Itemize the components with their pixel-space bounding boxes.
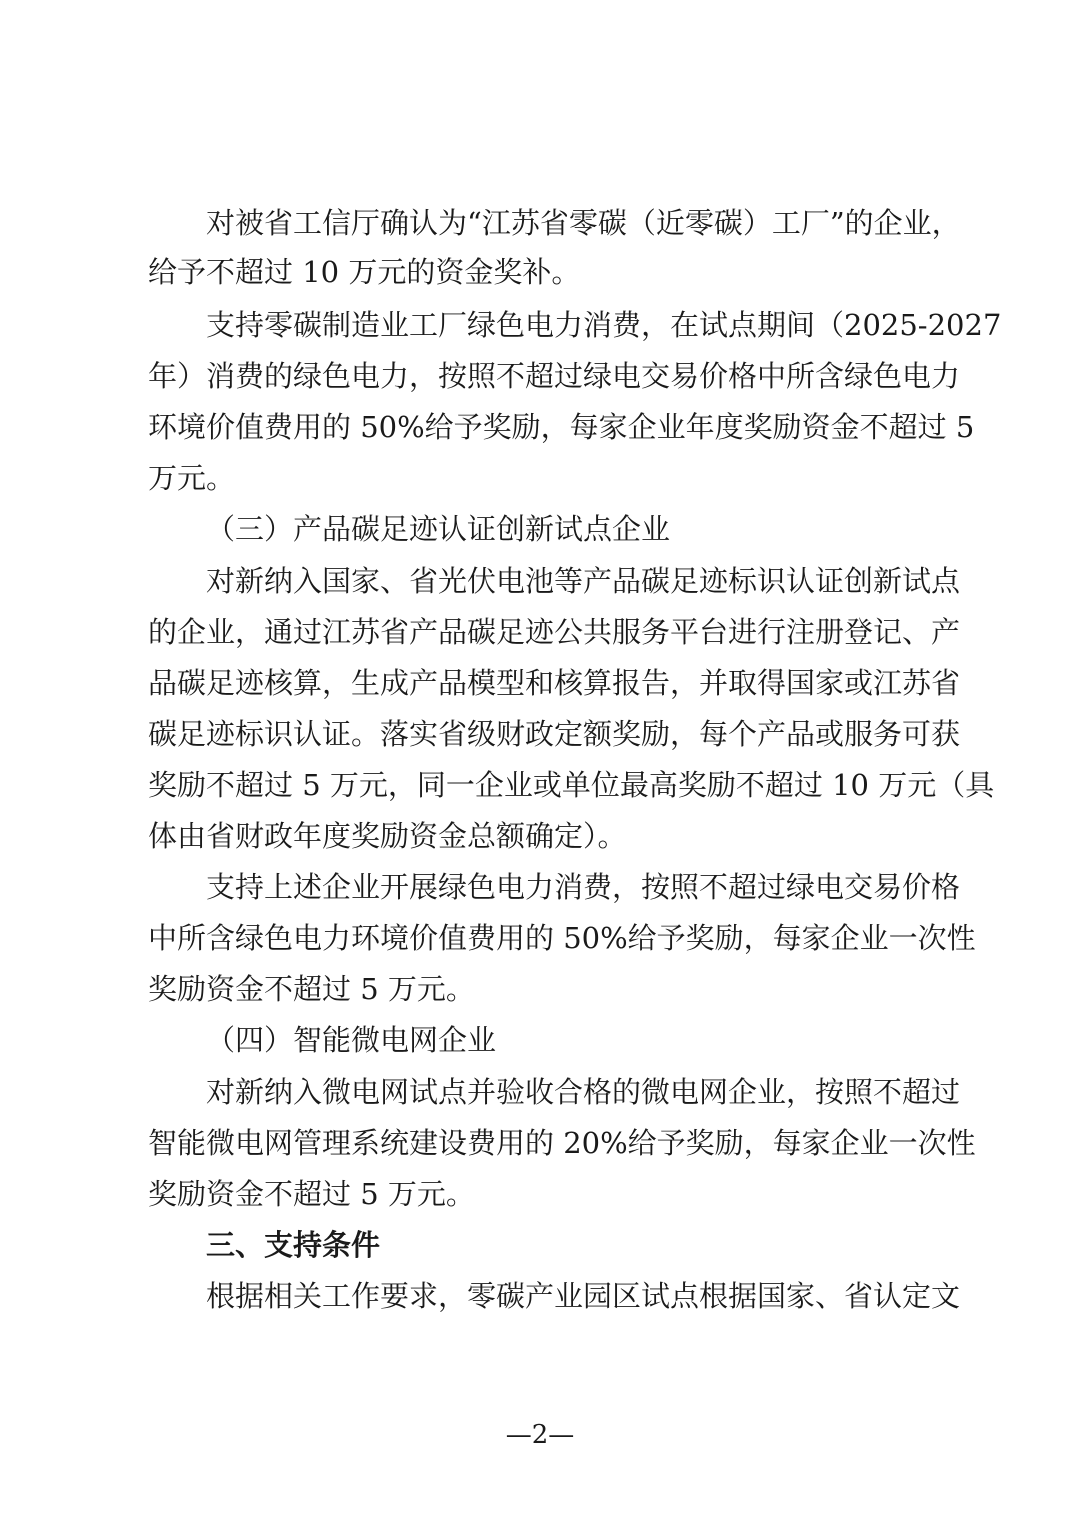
paragraph-line: 体由省财政年度奖励资金总额确定）。 (148, 819, 627, 853)
page-number: —2— (505, 1420, 575, 1450)
section-heading: （三）产品碳足迹认证创新试点企业 (206, 512, 671, 546)
paragraph-line: 品碳足迹核算，生成产品模型和核算报告，并取得国家或江苏省 (148, 666, 961, 700)
paragraph-line: 的企业，通过江苏省产品碳足迹公共服务平台进行注册登记、产 (148, 615, 961, 649)
paragraph-line: 根据相关工作要求，零碳产业园区试点根据国家、省认定文 (206, 1279, 961, 1313)
paragraph-line: 环境价值费用的 50%给予奖励，每家企业年度奖励资金不超过 5 (148, 410, 975, 444)
paragraph-line: 对新纳入微电网试点并验收合格的微电网企业，按照不超过 (206, 1075, 961, 1109)
paragraph-line: 中所含绿色电力环境价值费用的 50%给予奖励，每家企业一次性 (148, 921, 976, 955)
paragraph-line: 给予不超过 10 万元的资金奖补。 (148, 255, 581, 289)
paragraph-line: 支持上述企业开展绿色电力消费，按照不超过绿电交易价格 (206, 870, 961, 904)
section-heading: （四）智能微电网企业 (206, 1023, 497, 1057)
paragraph-line: 奖励资金不超过 5 万元。 (148, 1177, 475, 1211)
paragraph-line: 万元。 (148, 461, 236, 495)
paragraph-line: 碳足迹标识认证。落实省级财政定额奖励，每个产品或服务可获 (148, 717, 961, 751)
paragraph-line: 智能微电网管理系统建设费用的 20%给予奖励，每家企业一次性 (148, 1126, 976, 1160)
paragraph-line: 奖励资金不超过 5 万元。 (148, 972, 475, 1006)
chapter-heading: 三、支持条件 (206, 1228, 381, 1262)
paragraph-line: 年）消费的绿色电力，按照不超过绿电交易价格中所含绿色电力 (148, 359, 961, 393)
paragraph-line: 对新纳入国家、省光伏电池等产品碳足迹标识认证创新试点 (206, 564, 961, 598)
paragraph-line: 支持零碳制造业工厂绿色电力消费，在试点期间（2025-2027 (206, 308, 1002, 342)
paragraph-line: 对被省工信厅确认为“江苏省零碳（近零碳）工厂”的企业， (206, 206, 961, 240)
paragraph-line: 奖励不超过 5 万元，同一企业或单位最高奖励不超过 10 万元（具 (148, 768, 995, 802)
